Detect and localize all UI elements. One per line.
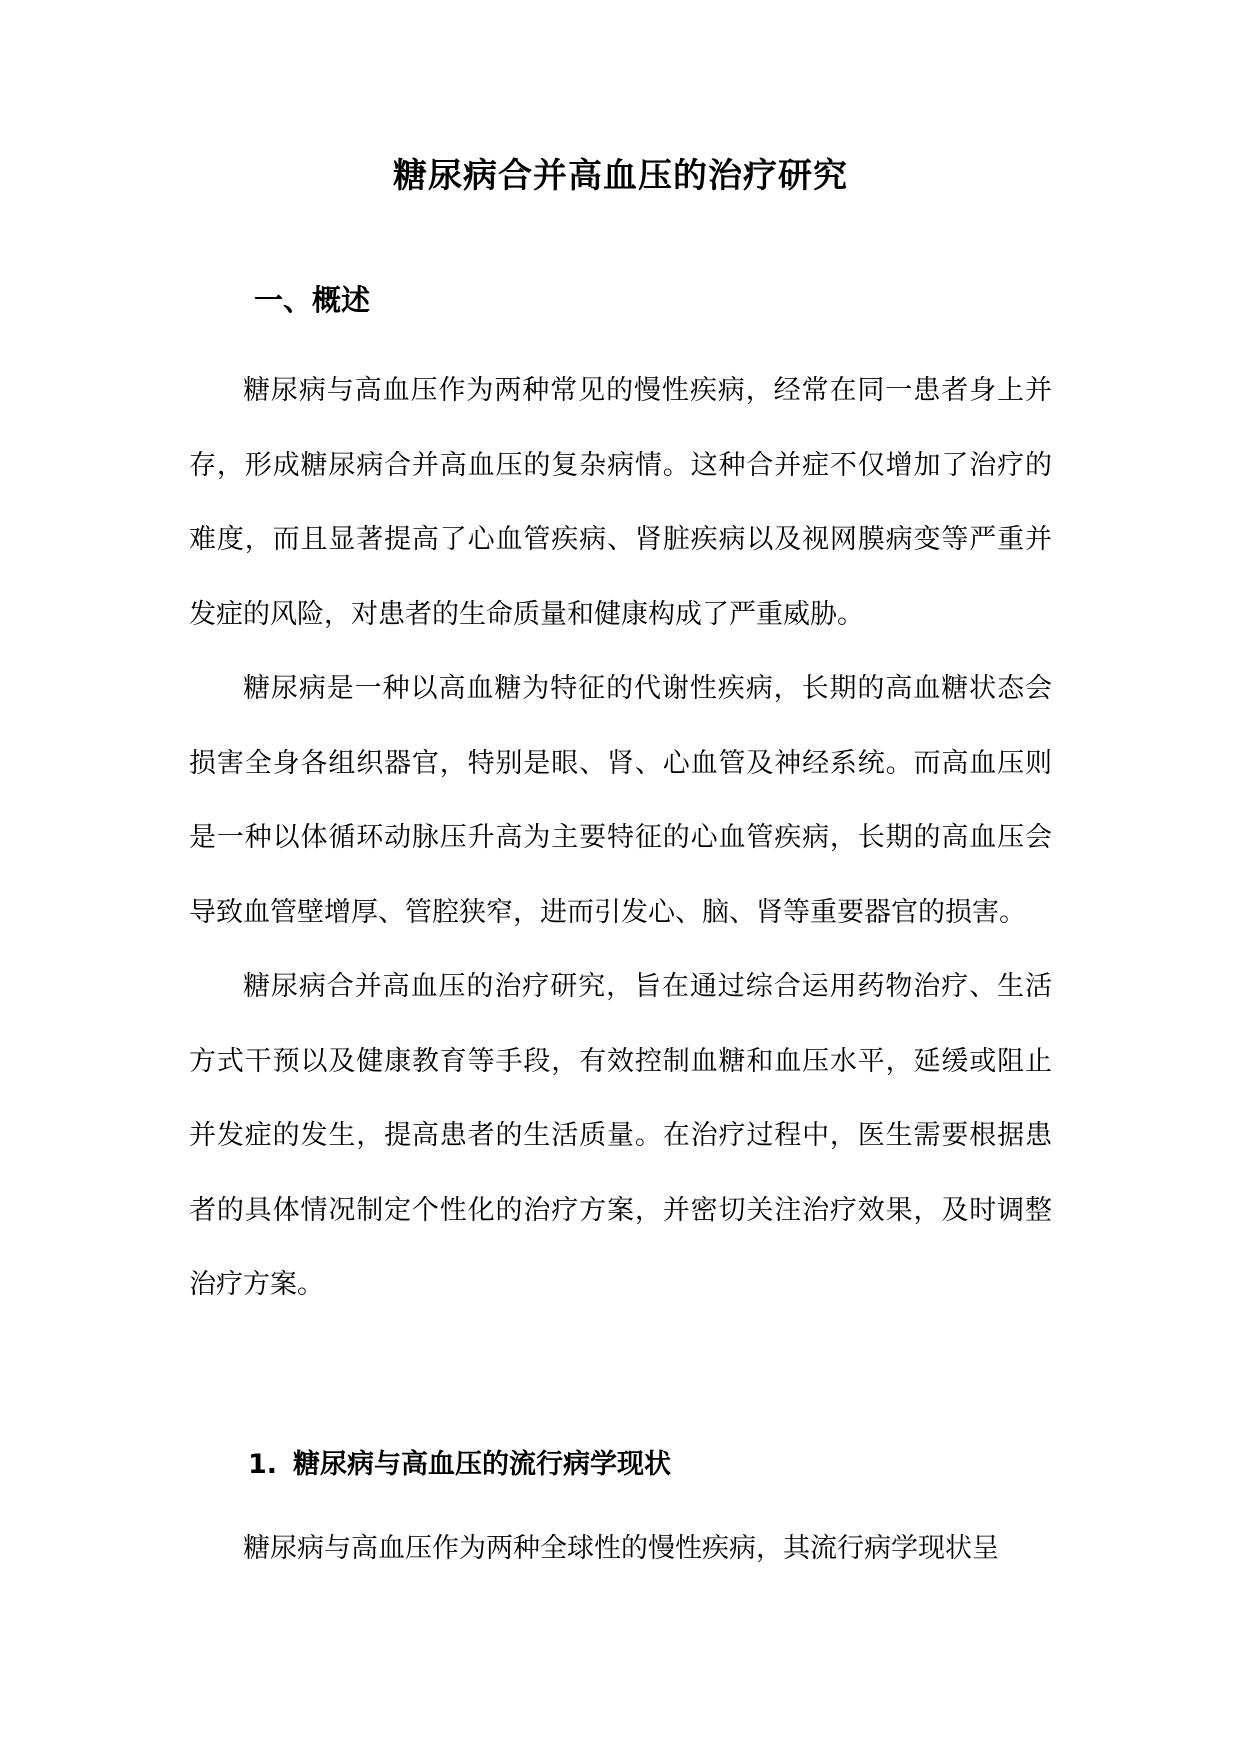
paragraph-4: 糖尿病与高血压作为两种全球性的慢性疾病，其流行病学现状呈 bbox=[243, 1533, 999, 1564]
subsection-heading bbox=[248, 1445, 671, 1485]
subsection-body bbox=[189, 1512, 1052, 1587]
paragraph-2: 糖尿病是一种以高血糖为特征的代谢性疾病，长期的高血糖状态会损害全身各组织器官，特别是眼、肾、心血管及神经系统。而高血压则是一种以体循环动脉压升高为主要特征的心血管疾病，长期的高血压会导致血管壁增厚、管腔狭窄，进而引发心、脑、肾等重要器官的损害。 bbox=[189, 673, 1052, 928]
document-title: 糖尿病合并高血压的治疗研究 bbox=[393, 156, 848, 196]
subsection-number: 1. bbox=[248, 1449, 278, 1480]
paragraph-1: 糖尿病与高血压作为两种常见的慢性疾病，经常在同一患者身上并存，形成糖尿病合并高血压的复杂病情。这种合并症不仅增加了治疗的难度，而且显著提高了心血管疾病、肾脏疾病以及视网膜病变等严重并发症的风险，对患者的生命质量和健康构成了严重威胁。 bbox=[189, 375, 1052, 630]
section-heading-overview: 一、概述 bbox=[254, 283, 371, 317]
subsection-title: 糖尿病与高血压的流行病学现状 bbox=[293, 1449, 672, 1480]
paragraph-3: 糖尿病合并高血压的治疗研究，旨在通过综合运用药物治疗、生活方式干预以及健康教育等手段，有效控制血糖和血压水平，延缓或阻止并发症的发生，提高患者的生活质量。在治疗过程中，医生需要根据患者的具体情况制定个性化的治疗方案，并密切关注治疗效果，及时调整治疗方案。 bbox=[189, 971, 1052, 1300]
overview-body bbox=[189, 354, 1052, 1323]
